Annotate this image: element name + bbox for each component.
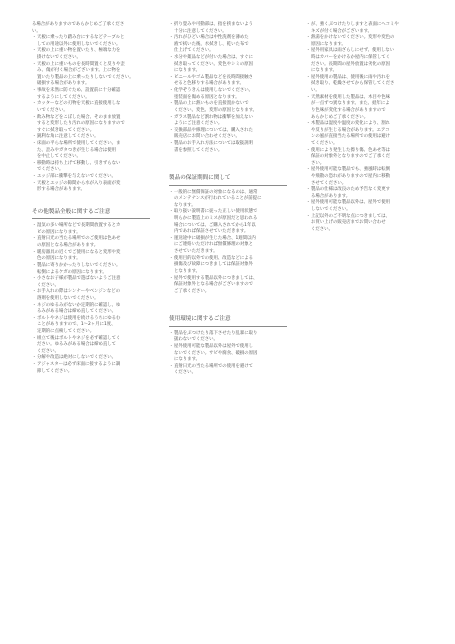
notice-text: 鋭利な角に注意してください。 (37, 134, 99, 140)
notice-text: させていただきます。 (174, 249, 218, 255)
notice-list (169, 22, 292, 154)
bullet-icon: ・ (169, 35, 174, 41)
notice-section (169, 174, 292, 295)
notice-text: や反りが生じる場合があります。エアコ (311, 127, 390, 133)
bullet-icon: ・ (32, 335, 37, 341)
bullet-icon: ・ (32, 114, 37, 120)
notice-item (169, 134, 292, 141)
notice-text: にご連絡いただければ無償修理の対象と (174, 242, 254, 248)
notice-section (169, 315, 292, 377)
notice-text: あらかじめご了承ください。 (311, 114, 369, 120)
text-column-left (32, 22, 155, 375)
bullet-icon: ・ (306, 167, 311, 173)
notice-text: 定期的に点検してください。 (37, 328, 95, 334)
notice-text: 湿気の多い場所などで長期間放置するとカ (37, 223, 121, 229)
notice-text: 屋外使用可能な製品以外は屋外で使用し (174, 343, 254, 349)
bullet-icon: ・ (32, 355, 37, 361)
notice-text: るみがある場合は締め直してください。 (37, 309, 117, 315)
notice-text: 書を参照してください。 (174, 147, 223, 153)
notice-text: せると色移りする場合があります。 (174, 81, 244, 87)
notice-item (32, 141, 155, 148)
notice-text: 暖房器具の近くでご使用になると変形や変 (37, 249, 121, 255)
notice-item (169, 357, 292, 364)
notice-text: る場合がありますのであらかじめご了承くださ (32, 22, 125, 27)
section-heading: 製品の保証期間に関して (169, 175, 231, 182)
bullet-icon: ・ (306, 187, 311, 193)
notice-text: 天然素材を使用した製品は、木目や色味 (311, 94, 391, 100)
notice-item (169, 55, 292, 62)
notice-item (306, 220, 429, 227)
notice-text: ださい。ゆるみがある場合は締め直して (37, 342, 117, 348)
notice-list (169, 190, 292, 296)
notice-text: 原因になります。 (311, 41, 346, 47)
bullet-icon: ・ (306, 213, 311, 219)
section-divider (32, 218, 150, 219)
notice-item (306, 55, 429, 62)
notice-text: ビの原因になります。 (37, 229, 81, 235)
bullet-icon: ・ (32, 48, 37, 54)
notice-text: 木製品は湿度や温度の変化により、割れ (311, 121, 391, 127)
bullet-icon: ・ (32, 249, 37, 255)
notice-item (32, 35, 155, 42)
notice-text: 屋外使用可能な製品以外は、屋外で使用 (311, 200, 391, 206)
bullet-icon: ・ (32, 101, 37, 107)
notice-text: キズが付く場合がございます。 (311, 28, 373, 34)
bullet-icon: ・ (306, 22, 311, 27)
notice-text: ください。 (37, 282, 59, 288)
notice-item (169, 196, 292, 203)
bullet-icon: ・ (306, 147, 311, 153)
bullet-icon: ・ (32, 61, 37, 67)
notice-item (32, 22, 155, 29)
notice-text: アジャスターは必ず床面に接するように調 (37, 362, 121, 368)
notice-text: の原因となる場合があります。 (37, 243, 99, 249)
notice-item (32, 223, 155, 230)
notice-text: 直射日光の当たる場所でのご使用は色あせ (37, 236, 121, 242)
notice-text: 溶剤を使用しないでください。 (37, 295, 99, 301)
bullet-icon: ・ (306, 121, 311, 127)
notice-section (32, 22, 155, 194)
notice-text: 塗装面を傷める原因となります。 (174, 94, 240, 100)
notice-text: が一点ずつ異なります。また、経年によ (311, 101, 390, 107)
notice-item (306, 154, 429, 161)
notice-item (306, 174, 429, 181)
bullet-icon: ・ (306, 35, 311, 41)
notice-text: 一般的に無償保証の対象になるのは、通常 (174, 189, 258, 195)
bullet-icon: ・ (32, 262, 37, 268)
notice-text: 掛けないでください。 (37, 55, 81, 61)
notice-text: するようにしてください。 (37, 94, 90, 100)
notice-text: 天板の上に重いものを長時間置くと反りや歪 (37, 61, 125, 67)
notice-text: 時はカバーをかけるか屋内に保管してく (311, 55, 391, 61)
notice-text: 販売店にお問い合わせください。 (174, 134, 240, 140)
notice-text: しての用途以外に使用しないでください。 (37, 41, 121, 47)
text-column-right (306, 22, 429, 234)
notice-text: お手入れの際はシンナーやベンジンなどの (37, 289, 121, 295)
notice-text: 節してください。 (37, 368, 73, 374)
notice-text: 屋外用家具は雨ざらしにせず、使用しない (311, 48, 395, 54)
notice-text: 扱わないでください。 (174, 337, 218, 343)
notice-item (32, 322, 155, 329)
notice-text: 製品の上に熱いものを直接置かないで (174, 101, 249, 107)
notice-text: 屋外で使用する製品以外につきましては、 (174, 275, 258, 281)
notice-list (169, 331, 292, 377)
notice-text: 場合については、ご購入されてから1年以 (174, 222, 256, 228)
bullet-icon: ・ (169, 275, 174, 281)
notice-text: ようにご注意ください。 (174, 121, 223, 127)
notice-text: でください。 (37, 167, 64, 173)
notice-text: 置いたり製品の上に乗ったりしないでください。 (37, 74, 134, 80)
notice-text: 水分や薬品などが付いた場合は、すぐに (174, 55, 254, 61)
bullet-icon: ・ (32, 35, 37, 41)
bullet-icon: ・ (169, 55, 174, 61)
notice-item (32, 243, 155, 250)
notice-text: ください。変色、変形の原因となります。 (174, 107, 258, 113)
notice-text: さい。 (311, 160, 325, 166)
notice-item (306, 101, 429, 108)
notice-text: い。 (32, 28, 41, 34)
notice-item (169, 108, 292, 115)
notice-text: すぐに拭き取ってください。 (37, 127, 95, 133)
notice-text: た、歪みやガタつきが生じる場合は使用 (37, 147, 117, 153)
notice-item (32, 369, 155, 376)
bullet-icon: ・ (169, 330, 174, 336)
notice-item (32, 289, 155, 296)
bullet-icon: ・ (169, 22, 174, 27)
notice-item (169, 216, 292, 223)
notice-section (306, 22, 429, 234)
bullet-icon: ・ (169, 209, 174, 215)
notice-text: となります。 (174, 268, 200, 274)
notice-item (169, 35, 292, 42)
notice-item (169, 370, 292, 377)
notice-text: 製品をぶつけたり落下させたり乱暴に取り (174, 330, 258, 336)
notice-text: 破損する場合があります。 (37, 81, 90, 87)
section-divider (169, 326, 287, 327)
bullet-icon: ・ (169, 363, 174, 369)
text-column-middle (169, 22, 292, 377)
notice-item (32, 362, 155, 369)
notice-text: が、強くぶつけたりしますと表面にヘコミや (311, 22, 399, 27)
notice-text: すると変形したり汚れの原因になりますので (37, 121, 125, 127)
notice-item (32, 309, 155, 316)
notice-text: 直射日光の当たる場所での使用を避けて (174, 363, 254, 369)
notice-text: お買い上げの販売店までお問い合わせ (311, 220, 386, 226)
notice-text: ないでください。サビや腐食、破損の原因 (174, 350, 258, 356)
notice-text: 事故を未然に防ぐため、設置前に十分確認 (37, 88, 121, 94)
bullet-icon: ・ (306, 74, 311, 80)
notice-text: 使用により発生した擦り傷、色あせ等は (311, 147, 391, 153)
notice-text: り色味が変化する場合がありますので (311, 107, 386, 113)
section-heading: その他製品全般に関するご注意 (32, 208, 111, 215)
notice-item (306, 134, 429, 141)
notice-item (169, 88, 292, 95)
bullet-icon: ・ (169, 235, 174, 241)
notice-item (169, 249, 292, 256)
notice-section (169, 22, 292, 154)
bullet-icon: ・ (169, 127, 174, 133)
notice-text: 色の原因になります。 (37, 256, 81, 262)
notice-item (32, 174, 155, 181)
notice-text: 熱湯をかけないでください。変形や変色の (311, 35, 395, 41)
notice-text: を中止してください。 (37, 154, 81, 160)
notice-text: 形する場合があります。 (37, 187, 85, 193)
notice-item (169, 101, 292, 108)
notice-list (32, 223, 155, 375)
notice-item (32, 68, 155, 75)
notice-item (306, 227, 429, 234)
notice-item (169, 269, 292, 276)
notice-item (169, 289, 292, 296)
notice-text: ガラス製品など割れ物は衝撃を加えない (174, 114, 253, 120)
notice-text: カッターなどの刃物を天板に直接使用しな (37, 101, 121, 107)
bullet-icon: ・ (169, 101, 174, 107)
notice-text: 拭き取り、乾燥させてから保管してくださ (311, 81, 395, 87)
bullet-icon: ・ (32, 160, 37, 166)
bullet-icon: ・ (169, 255, 174, 261)
bullet-icon: ・ (306, 94, 311, 100)
notice-item (32, 154, 155, 161)
bullet-icon: ・ (32, 289, 37, 295)
bullet-icon: ・ (306, 200, 311, 206)
notice-item (306, 121, 429, 128)
notice-item (169, 262, 292, 269)
notice-text: み、傷が付く場合がございます。上に物を (37, 68, 121, 74)
notice-text: ださい。長期間の屋外放置は劣化の原因 (311, 61, 391, 67)
notice-text: 屋外使用の製品は、使用後に雨や汚れを (311, 74, 391, 80)
bullet-icon: ・ (306, 48, 311, 54)
notice-item (32, 296, 155, 303)
notice-text: ボルトやネジは使用を続けるうちにゆるむ (37, 315, 121, 321)
bullet-icon: ・ (32, 362, 37, 368)
bullet-icon: ・ (32, 302, 37, 308)
notice-text: エッジ部に衝撃を与えないでください。 (37, 174, 116, 180)
notice-list (306, 22, 429, 234)
notice-text: い。 (311, 88, 320, 94)
notice-text: 運送途中に破損が生じた場合、1週間以内 (174, 235, 256, 241)
notice-item (169, 121, 292, 128)
notice-item (32, 134, 155, 141)
notice-item (306, 141, 429, 148)
notice-text: 組立て後はボルトやネジを必ず確認してく (37, 335, 121, 341)
notice-text: ください。 (37, 348, 59, 354)
notice-text: 屋外使用可能な製品でも、強風時は転倒 (311, 167, 391, 173)
notice-text: 十分に注意してください。 (174, 28, 227, 34)
notice-text: 分解や改造は絶対にしないでください。 (37, 355, 117, 361)
notice-text: 保証の対象外となりますのでご了承くだ (311, 154, 391, 160)
notice-text: 上記以外のご不明な点につきましては、 (311, 213, 390, 219)
notice-text: や飛散の恐れがありますので屋内に移動 (311, 174, 391, 180)
notice-item (32, 256, 155, 263)
notice-text: 天板の上に重い物を置いたり、極端な力を (37, 48, 121, 54)
bullet-icon: ・ (32, 223, 37, 229)
notice-text: ビニールやゴム製品などを長時間接触さ (174, 74, 253, 80)
notice-item (169, 68, 292, 75)
notice-text: 天板とエッジの隙間から水が入り表面が変 (37, 180, 121, 186)
notice-text: ください。 (174, 370, 196, 376)
notice-text: になります。 (174, 68, 200, 74)
notice-text: 拭き取ってください。変色やシミの原因 (174, 61, 254, 67)
notice-item (32, 342, 155, 349)
notice-item (306, 88, 429, 95)
bullet-icon: ・ (169, 74, 174, 80)
notice-text: しないでください。 (311, 207, 351, 213)
bullet-icon: ・ (169, 189, 174, 195)
notice-text: ことがありますので、1～2ヶ月に1度、 (37, 322, 116, 328)
notice-list (32, 22, 155, 194)
notice-item (169, 141, 292, 148)
notice-item (169, 229, 292, 236)
notice-text: させてください。 (311, 180, 347, 186)
notice-item (306, 81, 429, 88)
bullet-icon: ・ (32, 236, 37, 242)
bullet-icon: ・ (32, 180, 37, 186)
notice-text: 明らかに製造上のミスが原因だと思われる (174, 216, 258, 222)
notice-text: 化学ぞうきんは使用しないでください。 (174, 88, 254, 94)
bullet-icon: ・ (169, 114, 174, 120)
notice-section (32, 208, 155, 375)
notice-item (169, 337, 292, 344)
notice-item (169, 282, 292, 289)
notice-text: ご了承ください。 (174, 288, 210, 294)
notice-item (32, 121, 155, 128)
notice-text: 使用目的以外での使用、改造などによる (174, 255, 254, 261)
bullet-icon: ・ (169, 343, 174, 349)
notice-item (306, 108, 429, 115)
bullet-icon: ・ (32, 134, 37, 140)
notice-text: 取り扱い説明書に従った正しい使用状態で (174, 209, 258, 215)
notice-item (306, 187, 429, 194)
notice-text: ネジのゆるみがないか定期的に確認し、ゆ (37, 302, 121, 308)
notice-text: 内であれば保証させていただきます。 (174, 229, 249, 235)
bullet-icon: ・ (32, 174, 37, 180)
notice-text: 製品のお手入れ方法については取扱説明 (174, 140, 253, 146)
notice-text: てください。 (311, 140, 338, 146)
notice-item (169, 344, 292, 351)
notice-item (32, 55, 155, 62)
notice-text: なります。 (174, 202, 196, 208)
notice-text: 天板に乗ったり踏み台にするなどテーブルと (37, 35, 125, 41)
notice-text: のメンテナンスが行われていることが前提に (174, 196, 262, 202)
notice-text: 保証対象外となる場合がございますので (174, 282, 254, 288)
notice-text: 床面の平らな場所で使用してください。ま (37, 140, 121, 146)
notice-item (169, 148, 292, 155)
notice-text: ンの風が直接当たる場所での使用は避け (311, 134, 391, 140)
notice-text: 小さなお子様が製品で遊ばないようご注意 (37, 276, 121, 282)
notice-text: 移動時は持ち上げて移動し、引きずらない (37, 160, 121, 166)
notice-text: 液で拭いた後、水拭きし、乾いた布で (174, 41, 249, 47)
notice-text: 飲み物などをこぼした場合、そのまま放置 (37, 114, 121, 120)
notice-text: 製品の仕様は改良のため予告なく変更す (311, 187, 391, 193)
notice-item (32, 187, 155, 194)
notice-item (169, 22, 292, 29)
bullet-icon: ・ (169, 88, 174, 94)
notice-item (32, 88, 155, 95)
notice-item (32, 276, 155, 283)
notice-text: になります。 (174, 357, 200, 363)
notice-item (306, 207, 429, 214)
notice-item (32, 329, 155, 336)
notice-text: になります。 (311, 68, 337, 74)
notice-item (306, 35, 429, 42)
notice-item (32, 263, 155, 270)
bullet-icon: ・ (169, 140, 174, 146)
notice-item (306, 22, 429, 29)
notice-item (32, 108, 155, 115)
bullet-icon: ・ (32, 140, 37, 146)
section-divider (169, 185, 287, 186)
notice-text: 汚れがひどい場合は中性洗剤を薄めた (174, 35, 249, 41)
bullet-icon: ・ (32, 315, 37, 321)
bullet-icon: ・ (32, 276, 37, 282)
section-heading: 使用環境に関するご注意 (169, 316, 231, 323)
notice-text: 転倒によるケガの原因になります。 (37, 269, 107, 275)
notice-text: る場合があります。 (311, 193, 351, 199)
bullet-icon: ・ (32, 88, 37, 94)
notice-text: 損傷及び故障につきましては保証対象外 (174, 262, 253, 268)
notice-text: 製品に寄りかかったりしないでください。 (37, 262, 121, 268)
notice-text: 交換部品や修理については、購入された (174, 127, 253, 133)
notice-text: 仕上げてください。 (174, 48, 214, 54)
notice-text: ください。 (311, 226, 333, 232)
notice-text: 折り畳みや可動部は、指を挟まないよう (174, 22, 254, 27)
notice-item (32, 101, 155, 108)
notice-item (306, 68, 429, 75)
notice-text: いでください。 (37, 107, 68, 113)
